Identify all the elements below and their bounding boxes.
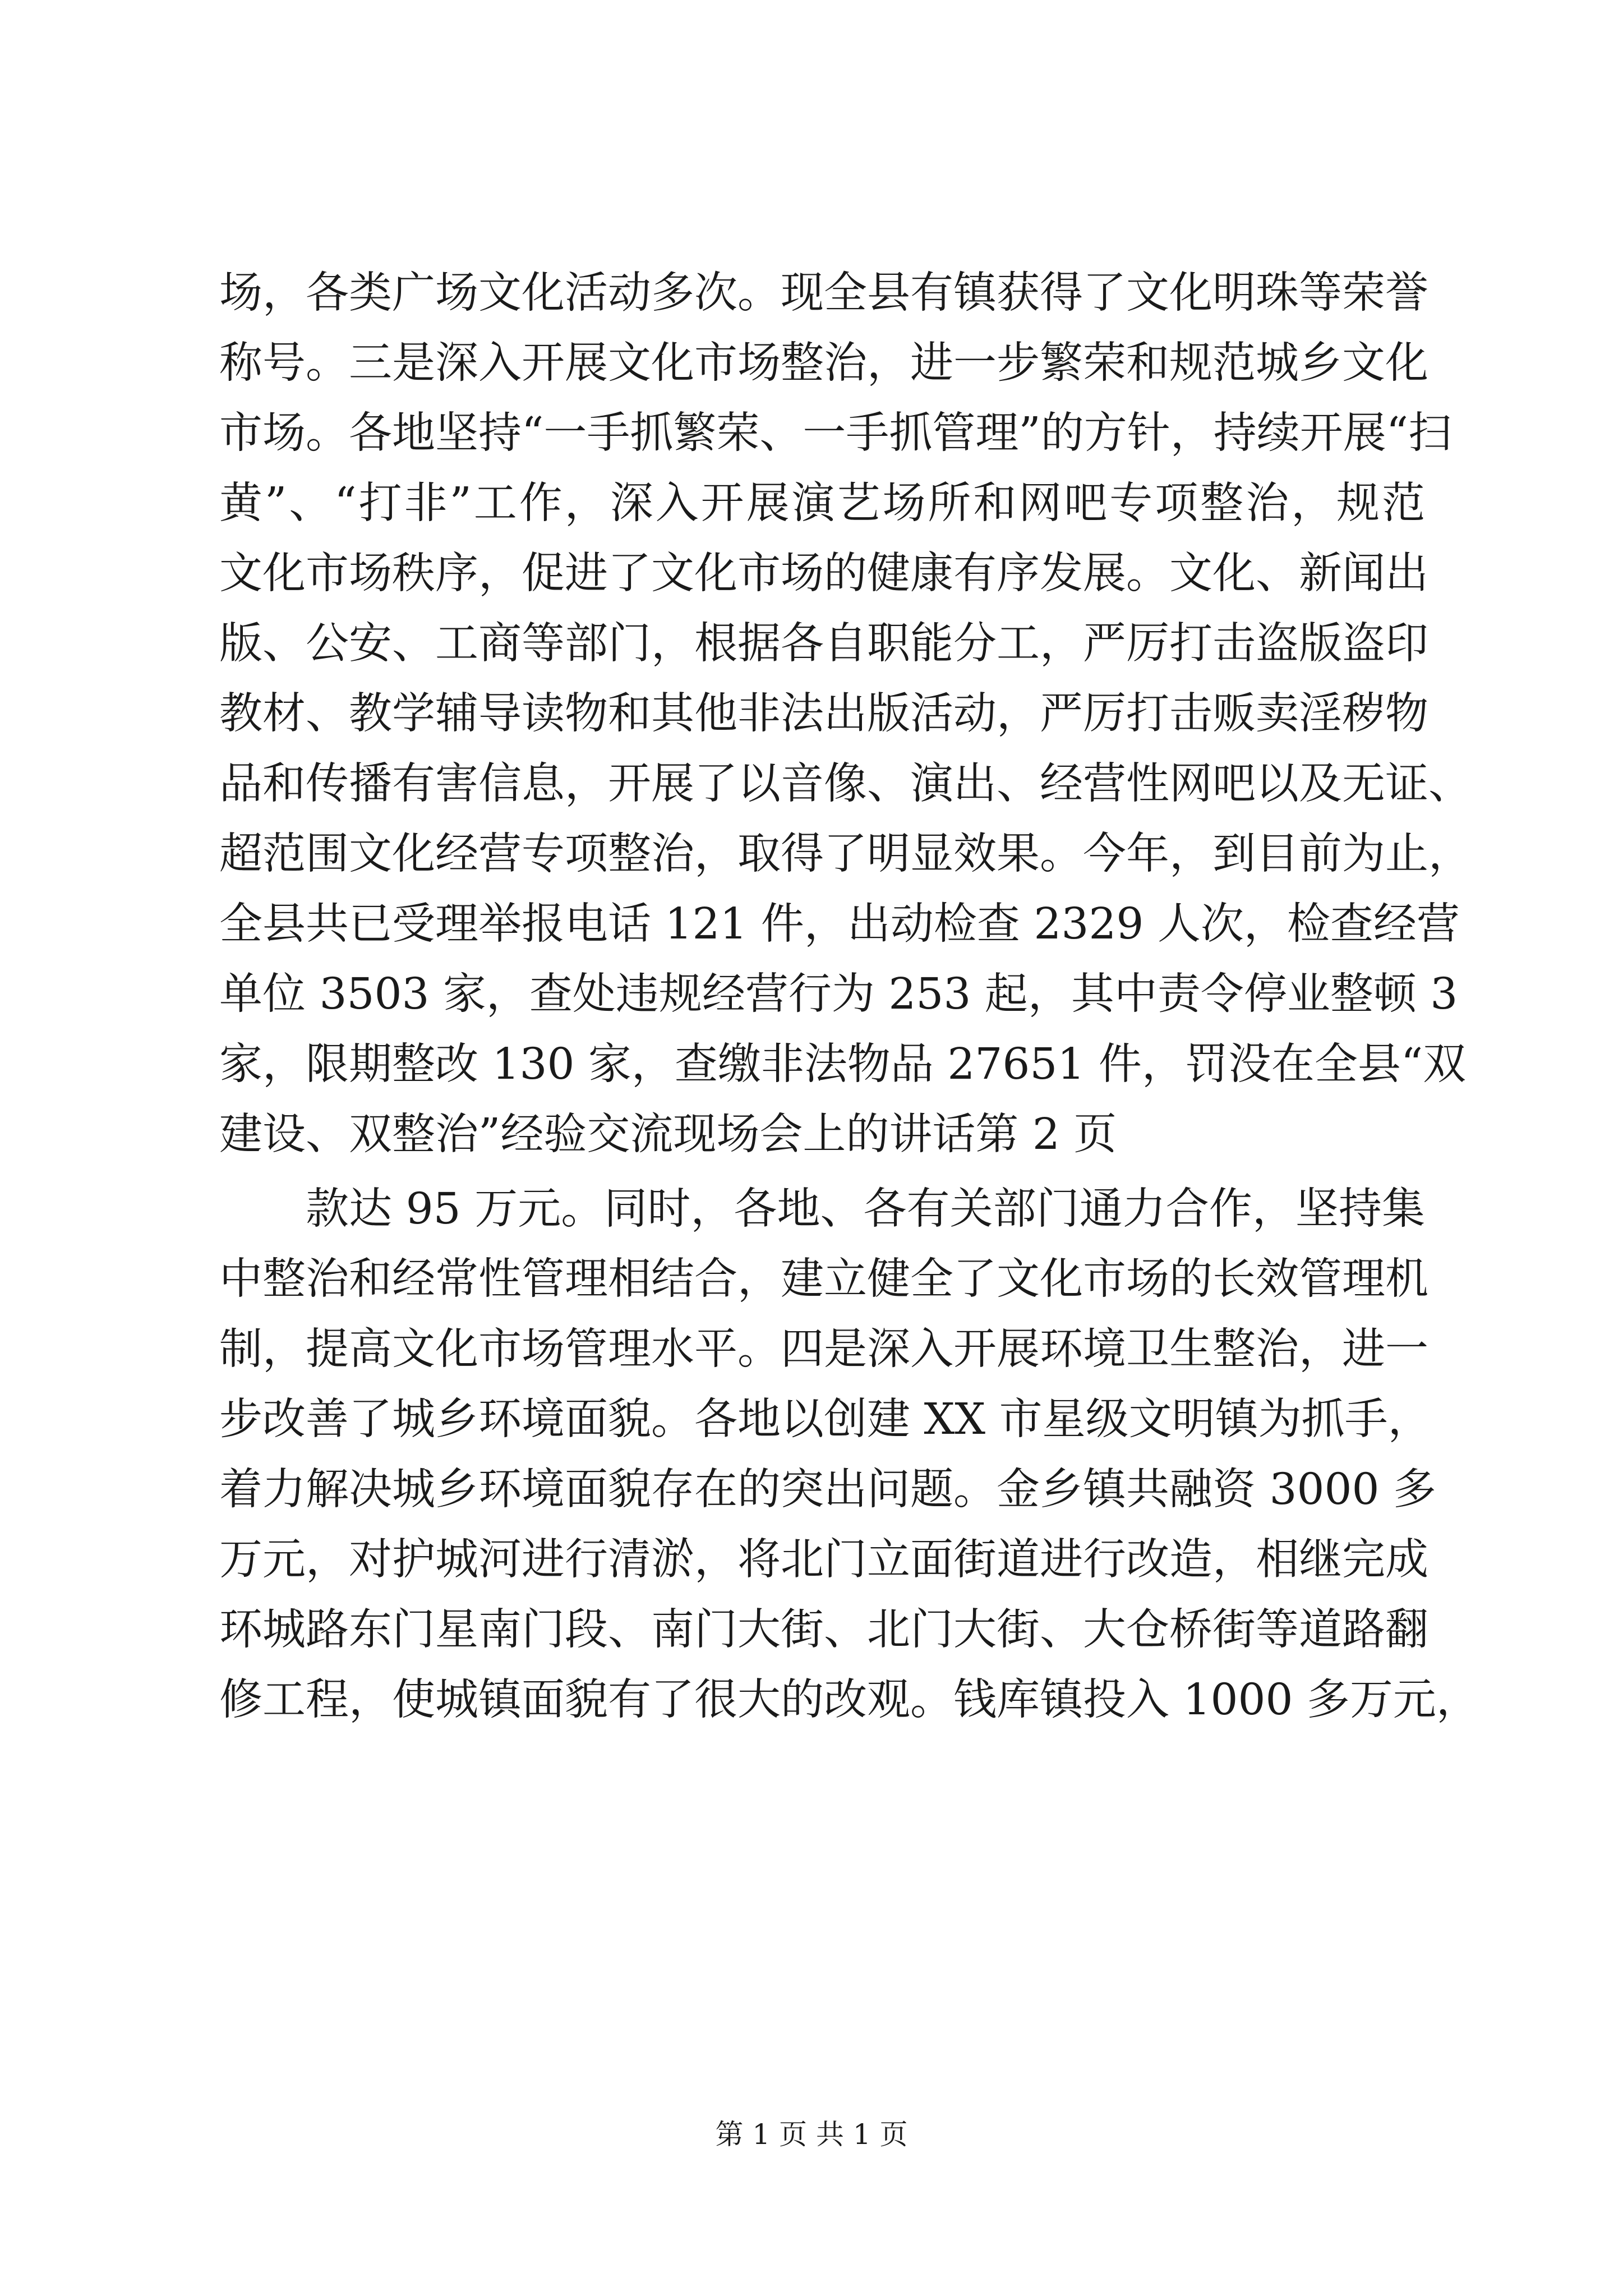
paragraph-2	[219, 1174, 1479, 1735]
text-line: 文化市场秩序，促进了文化市场的健康有序发展。文化、新闻出	[219, 549, 1428, 599]
document-body	[219, 258, 1479, 1735]
text-line: 全县共已受理举报电话 121 件，出动检查 2329 人次，检查经营	[219, 899, 1460, 949]
text-line: 着力解决城乡环境面貌存在的突出问题。金乡镇共融资 3000 多	[219, 1465, 1436, 1515]
text-line: 市场。各地坚持“一手抓繁荣、一手抓管理”的方针，持续开展“扫	[219, 408, 1452, 458]
text-line: 中整治和经常性管理相结合，建立健全了文化市场的长效管理机	[219, 1254, 1428, 1304]
text-line: 教材、教学辅导读物和其他非法出版活动，严厉打击贩卖淫秽物	[219, 689, 1428, 739]
page-footer: 第 1 页 共 1 页	[715, 2118, 908, 2151]
text-line: 超范围文化经营专项整治，取得了明显效果。今年，到目前为止，	[219, 829, 1472, 879]
text-line: 修工程，使城镇面貌有了很大的改观。钱库镇投入 1000 多万元，	[219, 1675, 1479, 1725]
paragraph-1	[219, 258, 1472, 1170]
paragraph-gap	[219, 1170, 1425, 1174]
text-line: 款达 95 万元。同时，各地、各有关部门通力合作，坚持集	[219, 1184, 1425, 1234]
text-line: 万元，对护城河进行清淤，将北门立面街道进行改造，相继完成	[219, 1535, 1428, 1585]
text-line: 家，限期整改 130 家，查缴非法物品 27651 件，罚没在全县“双	[219, 1039, 1467, 1089]
text-line: 建设、双整治”经验交流现场会上的讲话第 2 页	[219, 1110, 1117, 1159]
text-line: 黄”、“打非”工作，深入开展演艺场所和网吧专项整治，规范	[219, 478, 1425, 528]
text-line: 步改善了城乡环境面貌。各地以创建 XX 市星级文明镇为抓手，	[219, 1395, 1431, 1444]
text-line: 称号。三是深入开展文化市场整治，进一步繁荣和规范城乡文化	[219, 338, 1428, 388]
text-line: 单位 3503 家，查处违规经营行为 253 起，其中责令停业整顿 3	[219, 969, 1458, 1019]
text-line: 制，提高文化市场管理水平。四是深入开展环境卫生整治，进一	[219, 1324, 1428, 1374]
text-line: 品和传播有害信息，开展了以音像、演出、经营性网吧以及无证、	[219, 759, 1472, 809]
text-line: 场，各类广场文化活动多次。现全县有镇获得了文化明珠等荣誉	[219, 268, 1428, 318]
text-line: 环城路东门星南门段、南门大街、北门大街、大仓桥街等道路翻	[219, 1605, 1428, 1655]
text-line: 版、公安、工商等部门，根据各自职能分工，严厉打击盗版盗印	[219, 619, 1428, 669]
